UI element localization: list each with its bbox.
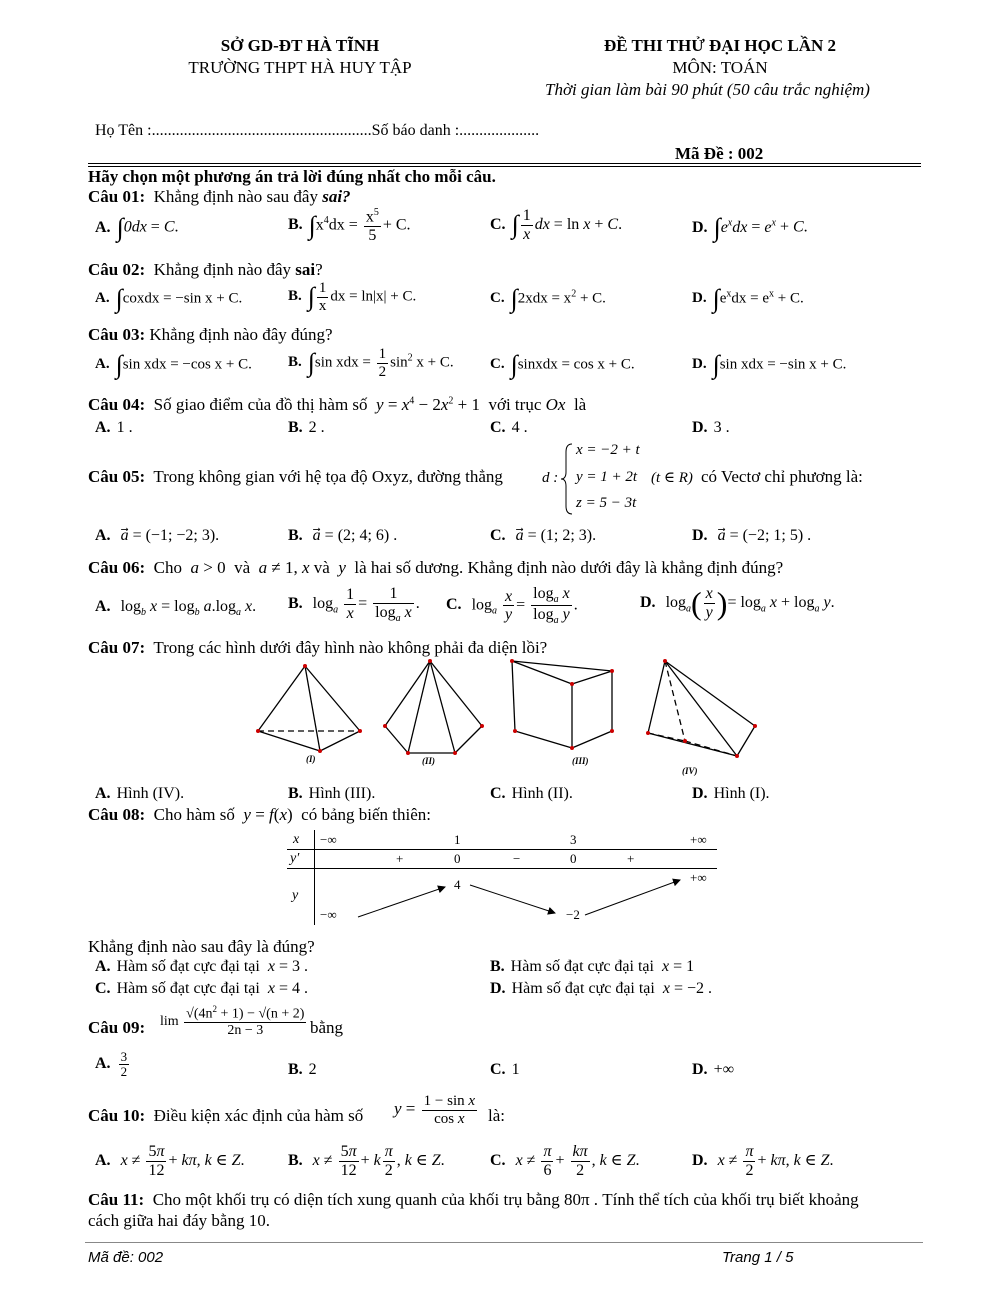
q-text: Khẳng định nào sau đây (153, 187, 318, 206)
q2-option-d[interactable]: D. $\int e^xdx = e^x + C$. (692, 284, 804, 313)
q6-option-b[interactable]: B. $\log_a$ $\frac{1}{x}$ = $\frac{1}{\log_a x}$ . (288, 585, 420, 624)
q10-option-d[interactable]: D. x ≠ $\frac{\pi}{2}$ + kπ, k ∈ Z. (692, 1143, 834, 1179)
q10-option-c[interactable]: C. x ≠ $\frac{\pi}{6}$ + $\frac{k\pi}{2}$ , k ∈ Z. (490, 1143, 640, 1179)
question-07: Câu 07: Trong các hình dưới đây hình nào không phải đa diện lồi? (88, 638, 548, 657)
q9-limit: lim $\frac{√(4n^2 + 1) - √(n + 2)}{2n - 3}$ (160, 1004, 305, 1039)
instruction: Hãy chọn một phương án trả lời đúng nhất cho mỗi câu. (88, 167, 496, 186)
footer-page: Trang 1 / 5 (722, 1249, 794, 1266)
q2-option-b[interactable]: B. ∫ $\frac{1}{x}$ dx = ln|x| + C. (288, 280, 417, 314)
subject: MÔN: TOÁN (672, 58, 768, 77)
question-05-end: có Vectơ chỉ phương là: (701, 467, 863, 486)
header-divider (88, 163, 921, 164)
question-08: Câu 08: Cho hàm số y = f(x) có bảng biến thiên: (88, 805, 431, 824)
polyhedra-figures (250, 656, 770, 781)
q7-option-c[interactable]: C. Hình (II). (490, 785, 573, 802)
q10-option-b[interactable]: B. x ≠ $\frac{5\pi}{12}$ + k $\frac{\pi}{2}$ , k ∈ Z. (288, 1143, 445, 1179)
q4-option-a[interactable]: A. 1 . (95, 419, 133, 436)
q2-option-a[interactable]: A. ∫coxdx = −sin x + C. (95, 284, 243, 313)
q10-text-end: là: (488, 1106, 505, 1125)
figure-label-3: (III) (572, 756, 589, 766)
q5-option-b[interactable]: B. a⃗ = (2; 4; 6) . (288, 527, 398, 544)
eq-y: y = 1 + 2t (576, 469, 638, 485)
q3-option-b[interactable]: B. ∫sin xdx = $\frac{1}{2}$ $\sin^2 x + C$. (288, 346, 454, 380)
question-06: Câu 06: Cho a > 0 và a ≠ 1, x và y là hai số dương. Khẳng định nào dưới đây là khẳng định đúng? (88, 558, 784, 577)
q-label: Câu 01: (88, 187, 146, 206)
q1-option-d[interactable]: D. $\int e^xdx = e^x + C$. (692, 213, 808, 242)
exam-time: Thời gian làm bài 90 phút (50 câu trắc nghiệm) (545, 80, 870, 99)
question-02: Câu 02: Khẳng định nào đây sai? (88, 260, 323, 279)
q7-option-b[interactable]: B. Hình (III). (288, 785, 376, 802)
question-11: Câu 11: Cho một khối trụ có diện tích xung quanh của khối trụ bằng 80π . Tính thể tích của khối trụ biết khoảng (88, 1190, 859, 1209)
q4-option-b[interactable]: B. 2 . (288, 419, 325, 436)
q1-option-a[interactable]: A. ∫0dx = C. (95, 213, 179, 242)
school-name: TRƯỜNG THPT HÀ HUY TẬP (188, 58, 412, 77)
q6-option-c[interactable]: C. $\log_a$ $\frac{x}{y}$ = $\frac{\log_a x}{\log_a y}$ . (446, 585, 578, 627)
q2-option-c[interactable]: C. $\int 2xdx = x^2 + C$. (490, 284, 606, 313)
q4-option-d[interactable]: D. 3 . (692, 419, 730, 436)
q5-option-a[interactable]: A. a⃗ = (−1; −2; 3). (95, 527, 220, 544)
name-line: Họ Tên :.......................................................Số báo danh :.................... (95, 122, 540, 139)
figure-label-4: (IV) (682, 766, 698, 776)
q1-option-c[interactable]: C. ∫ $\frac{1}{x}$ dx = ln x + C. (490, 207, 623, 243)
question-09-label: Câu 09: (88, 1018, 146, 1037)
system-brace (560, 442, 574, 516)
q7-option-a[interactable]: A. Hình (IV). (95, 785, 185, 802)
footer-divider (85, 1242, 923, 1243)
question-11-line2: cách giữa hai đáy bằng 10. (88, 1211, 270, 1230)
figure-label-1: (I) (306, 754, 316, 764)
q5-option-c[interactable]: C. a⃗ = (1; 2; 3). (490, 527, 597, 544)
eq-z: z = 5 − 3t (576, 495, 637, 511)
figure-label-2: (II) (422, 756, 435, 766)
line-d-label: d : (542, 470, 559, 486)
q9-option-d[interactable]: D. +∞ (692, 1061, 734, 1078)
q1-option-b[interactable]: B. $\int x^4dx$ = $\frac{x^5}{5}$ + C. (288, 207, 411, 244)
q9-option-b[interactable]: B. 2 (288, 1061, 317, 1078)
q8-option-b[interactable]: B. Hàm số đạt cực đại tại x = 1 (490, 958, 695, 975)
question-10: Câu 10: Điều kiện xác định của hàm số (88, 1106, 364, 1125)
q7-option-d[interactable]: D. Hình (I). (692, 785, 770, 802)
q3-option-d[interactable]: D. ∫sin xdx = −sin x + C. (692, 350, 847, 379)
q5-option-d[interactable]: D. a⃗ = (−2; 1; 5) . (692, 527, 812, 544)
q8-option-d[interactable]: D. Hàm số đạt cực đại tại x = −2 . (490, 980, 713, 997)
q8-option-a[interactable]: A. Hàm số đạt cực đại tại x = 3 . (95, 958, 308, 975)
param-range: (t ∈ R) (651, 470, 693, 486)
eq-x: x = −2 + t (576, 442, 640, 458)
q8-option-c[interactable]: C. Hàm số đạt cực đại tại x = 4 . (95, 980, 308, 997)
question-03: Câu 03: Khẳng định nào đây đúng? (88, 325, 333, 344)
q-emph: sai? (322, 187, 351, 206)
q3-option-c[interactable]: C. ∫sinxdx = cos x + C. (490, 350, 635, 379)
exam-title: ĐỀ THI THỬ ĐẠI HỌC LẦN 2 (603, 36, 837, 55)
q3-option-a[interactable]: A. ∫sin xdx = −cos x + C. (95, 350, 252, 379)
footer-code: Mã đề: 002 (88, 1249, 164, 1266)
q8-question: Khẳng định nào sau đây là đúng? (88, 937, 315, 956)
q9-option-a[interactable]: A. $\frac{3}{2}$ (95, 1049, 128, 1080)
q6-option-a[interactable]: A. $\log_b x = \log_b a.\log_a$ x. (95, 598, 257, 619)
q10-option-a[interactable]: A. x ≠ $\frac{5\pi}{12}$ + kπ, k ∈ Z. (95, 1143, 245, 1179)
q10-function: y = $\frac{\text{1 − sin x}}{\text{cos x}}$ (394, 1093, 476, 1127)
q9-text: bằng (310, 1018, 344, 1037)
dept-name: SỞ GD-ĐT HÀ TĨNH (220, 36, 380, 55)
question-01 (88, 187, 351, 207)
exam-code: Mã Đề : 002 (675, 144, 764, 163)
q4-option-c[interactable]: C. 4 . (490, 419, 528, 436)
question-05: Câu 05: Trong không gian với hệ tọa độ Oxyz, đường thẳng (88, 467, 503, 486)
q6-option-d[interactable]: D. $\log_a$( $\frac{x}{y}$ )= $\log_a x + \log_a y$. (640, 585, 835, 621)
question-04: Câu 04: Số giao điểm của đồ thị hàm số $y = x^4 - 2x^2 + 1$ với trục Ox là (88, 395, 587, 414)
q9-option-c[interactable]: C. 1 (490, 1061, 520, 1078)
